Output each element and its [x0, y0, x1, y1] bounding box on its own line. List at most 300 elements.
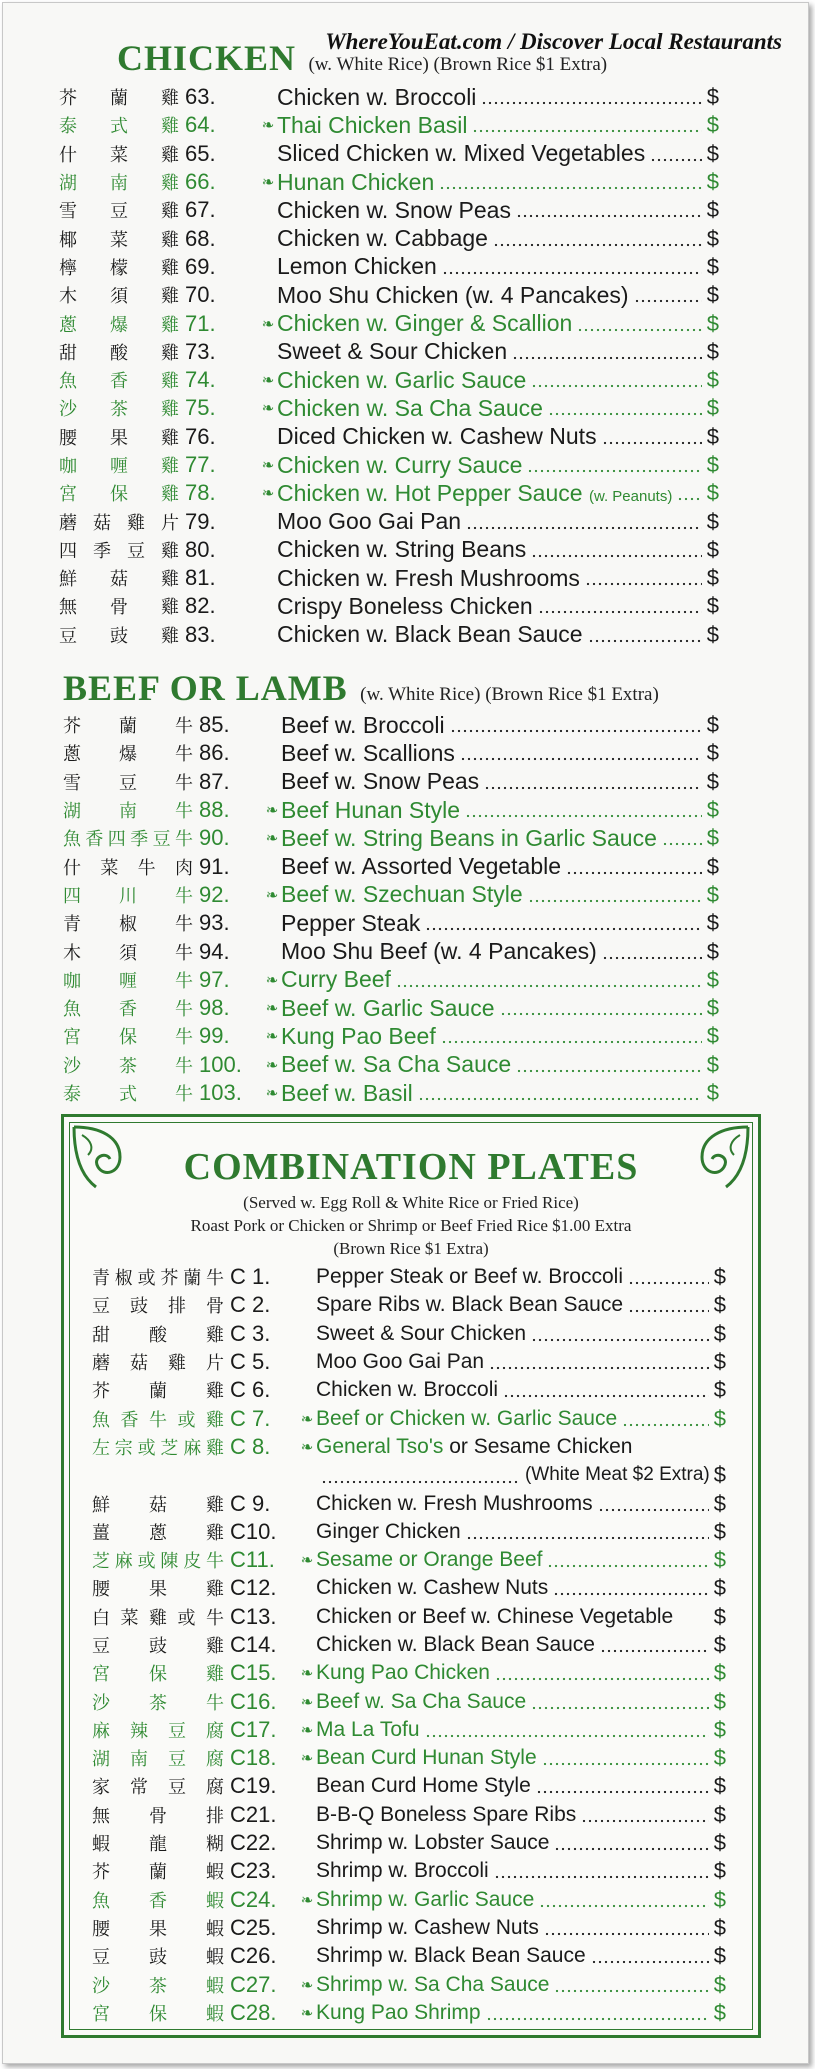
- dot-leader: [465, 814, 702, 818]
- item-number: C 6.: [230, 1377, 271, 1403]
- item-name: [277, 565, 580, 592]
- item-name: [281, 1051, 511, 1078]
- item-number: 71.: [185, 310, 216, 336]
- menu-item-row[interactable]: [63, 881, 719, 909]
- menu-item-row[interactable]: [92, 1631, 726, 1659]
- dot-leader: [481, 101, 701, 105]
- item-name-text: Moo Goo Gai Pan: [277, 508, 462, 535]
- menu-item-row[interactable]: [92, 1263, 726, 1291]
- dot-leader: [566, 871, 702, 875]
- item-name: [316, 1407, 617, 1431]
- item-price: $: [706, 423, 719, 449]
- dot-leader: [531, 1338, 709, 1342]
- item-name-text: Kung Pao Chicken: [316, 1661, 490, 1685]
- chinese-name: 沙茶蝦: [92, 1975, 224, 1997]
- item-name: [316, 1435, 632, 1459]
- menu-item-row[interactable]: [63, 1051, 719, 1079]
- menu-item-row[interactable]: [59, 253, 719, 281]
- menu-item-row[interactable]: [92, 1404, 726, 1432]
- dot-leader: [677, 497, 701, 501]
- dot-leader: [516, 1069, 702, 1073]
- chinese-name: 宮保蝦: [92, 2003, 224, 2025]
- hot-pepper-icon: ❧: [265, 971, 279, 989]
- dot-leader: [536, 1790, 709, 1794]
- menu-item-row[interactable]: [92, 1857, 726, 1885]
- menu-item-row[interactable]: [92, 1546, 726, 1574]
- item-name-text: Beef w. Assorted Vegetable: [281, 853, 562, 880]
- item-name: [277, 310, 572, 337]
- item-number: 97.: [199, 966, 230, 992]
- hot-pepper-icon: ❧: [265, 886, 279, 904]
- item-name: [281, 966, 391, 993]
- item-price: $: [713, 1349, 726, 1375]
- menu-item-row[interactable]: [59, 281, 719, 309]
- item-number: C 7.: [230, 1405, 271, 1431]
- menu-item-row[interactable]: [92, 1489, 726, 1517]
- item-number: C22.: [230, 1830, 277, 1856]
- item-price: $: [706, 1080, 719, 1105]
- item-price: $: [706, 452, 719, 477]
- menu-item-row[interactable]: [92, 1518, 726, 1546]
- dot-leader: [466, 1536, 709, 1540]
- menu-item-row[interactable]: [59, 83, 719, 111]
- item-number: 93.: [199, 910, 230, 936]
- menu-item-row[interactable]: [59, 423, 719, 451]
- chinese-name: 湖南牛: [63, 801, 193, 823]
- item-price: $: [713, 1292, 726, 1318]
- menu-item-row[interactable]: [59, 564, 719, 592]
- dot-leader: [418, 1097, 702, 1101]
- menu-item-row[interactable]: [63, 937, 719, 965]
- item-number: C13.: [230, 1603, 277, 1629]
- item-name-suffix: or Sesame Chicken: [443, 1434, 633, 1458]
- hot-pepper-icon: ❧: [300, 1665, 314, 1683]
- item-name: [316, 1803, 576, 1827]
- item-name: [277, 84, 476, 111]
- hot-pepper-icon: ❧: [265, 802, 279, 820]
- dot-leader: [538, 610, 702, 614]
- item-name-text: Crispy Boneless Chicken: [277, 592, 533, 619]
- chinese-name: 咖喱牛: [63, 970, 193, 992]
- item-name-text: Kung Pao Shrimp: [316, 2000, 481, 2024]
- item-price: $: [713, 1716, 726, 1742]
- chinese-name: 蘑菇雞片: [92, 1353, 224, 1375]
- chinese-name: 湖南雞: [59, 173, 179, 195]
- item-number: 66.: [185, 169, 216, 195]
- item-name: [281, 740, 455, 767]
- item-price: $: [706, 995, 719, 1021]
- menu-item-row[interactable]: [92, 1659, 726, 1687]
- item-number: 100.: [199, 1051, 242, 1077]
- item-name: [281, 910, 420, 937]
- item-number: 94.: [199, 938, 230, 964]
- item-price: $: [706, 253, 719, 279]
- item-name: [281, 797, 460, 824]
- item-name-text: Lemon Chicken: [277, 253, 437, 280]
- item-number: 87.: [199, 768, 230, 794]
- item-name-text: Curry Beef: [281, 966, 391, 993]
- item-price: $: [706, 225, 719, 251]
- hot-pepper-icon: ❧: [300, 2004, 314, 2022]
- menu-item-row[interactable]: [63, 1079, 719, 1107]
- item-number: C27.: [230, 1971, 277, 1997]
- menu-item-row[interactable]: [59, 366, 719, 394]
- item-name-text: Sweet & Sour Chicken: [277, 338, 508, 365]
- item-name: [277, 452, 522, 479]
- item-name: [316, 1973, 549, 1997]
- item-price: $: [706, 797, 719, 823]
- item-name-text: Chicken w. Broccoli: [277, 83, 477, 110]
- item-name-text: Chicken w. Ginger & Scallion: [277, 310, 573, 337]
- item-price: $: [706, 740, 719, 766]
- chinese-name: 湖南豆腐: [92, 1749, 224, 1771]
- chicken-section-title: CHICKEN: [117, 38, 297, 78]
- chinese-name: 魚香四季豆牛: [63, 829, 193, 851]
- chinese-name: 沙茶牛: [63, 1055, 193, 1077]
- hot-pepper-icon: ❧: [300, 1438, 314, 1456]
- item-number: C14.: [230, 1632, 277, 1657]
- item-name-text: Pepper Steak or Beef w. Broccoli: [316, 1265, 623, 1289]
- item-number: C 1.: [230, 1264, 271, 1290]
- menu-item-row[interactable]: [92, 1716, 726, 1744]
- item-name: [316, 1293, 623, 1317]
- hot-pepper-icon: ❧: [261, 457, 275, 474]
- chinese-name: 四川牛: [63, 885, 193, 907]
- menu-item-row[interactable]: [92, 1801, 726, 1829]
- item-name: [277, 423, 597, 450]
- item-name: [316, 1746, 537, 1770]
- item-name-text: Beef w. Szechuan Style: [281, 881, 523, 908]
- combination-plates-box: [61, 1114, 761, 2038]
- dot-leader: [548, 412, 702, 416]
- item-price: $: [713, 1377, 726, 1403]
- chinese-name: 甜酸雞: [59, 342, 179, 364]
- beef-section-note: (w. White Rice) (Brown Rice $1 Extra): [360, 684, 659, 705]
- item-price: $: [713, 1688, 726, 1714]
- menu-item-row[interactable]: [63, 796, 719, 824]
- item-name-text: Chicken w. Black Bean Sauce: [277, 621, 583, 648]
- item-price: $: [706, 480, 719, 506]
- item-name-text: Chicken w. Fresh Mushrooms: [277, 564, 580, 591]
- dot-leader: [516, 214, 702, 218]
- menu-item-row[interactable]: [59, 224, 719, 252]
- dot-leader: [396, 984, 702, 988]
- combo-section-title: COMBINATION PLATES: [183, 1146, 639, 1188]
- item-name: [316, 1661, 490, 1685]
- item-name-text: Beef w. Broccoli: [281, 711, 445, 738]
- item-name-text: Kung Pao Beef: [281, 1022, 436, 1049]
- hot-pepper-icon: ❧: [261, 117, 275, 135]
- item-price: $: [713, 1999, 726, 2025]
- hot-pepper-icon: ❧: [261, 315, 275, 333]
- menu-item-row[interactable]: [92, 1829, 726, 1857]
- chinese-name: 左宗或芝麻雞: [92, 1437, 224, 1459]
- item-name: [316, 1774, 531, 1798]
- menu-item-row[interactable]: [63, 824, 719, 852]
- menu-item-row[interactable]: [92, 1886, 726, 1914]
- menu-item-row[interactable]: [59, 394, 719, 422]
- item-name: [316, 1378, 498, 1402]
- chinese-name: 芥蘭雞: [92, 1381, 224, 1403]
- item-name: [277, 593, 533, 620]
- menu-item-row[interactable]: [63, 768, 719, 796]
- chinese-name: 甜酸雞: [92, 1324, 224, 1346]
- menu-item-row[interactable]: [63, 909, 719, 937]
- hot-pepper-icon: ❧: [265, 1028, 279, 1046]
- item-price: $: [706, 140, 719, 166]
- item-name: [277, 338, 507, 365]
- item-name: [277, 508, 461, 535]
- item-name-text: Shrimp w. Black Bean Sauce: [316, 1944, 586, 1968]
- item-price: $: [713, 1462, 726, 1488]
- item-number: 70.: [185, 282, 216, 308]
- dot-leader: [581, 1819, 708, 1823]
- dot-leader: [542, 1762, 709, 1766]
- dot-leader: [662, 842, 702, 846]
- item-price: $: [706, 395, 719, 421]
- item-name-text: Chicken w. String Beans: [277, 536, 527, 563]
- item-number: 65.: [185, 140, 216, 166]
- chinese-name: 雪豆牛: [63, 772, 193, 794]
- dot-leader: [650, 158, 702, 162]
- dot-leader: [531, 554, 701, 558]
- menu-item-row[interactable]: [59, 592, 719, 620]
- item-number: C 8.: [230, 1433, 271, 1459]
- item-name: [277, 282, 629, 309]
- combo-note-served: (Served w. Egg Roll & White Rice or Fried Rice): [243, 1193, 579, 1212]
- chinese-name: 白菜雞或牛: [92, 1607, 224, 1629]
- menu-item-row[interactable]: [59, 338, 719, 366]
- item-name: [316, 1690, 526, 1714]
- chinese-name: 芝麻或陳皮牛: [92, 1551, 224, 1573]
- item-number: 99.: [199, 1023, 230, 1049]
- chinese-name: 魚香雞: [59, 371, 179, 393]
- item-number: C 2.: [230, 1292, 271, 1318]
- item-name-text: Chicken w. Cashew Nuts: [316, 1576, 549, 1600]
- chinese-name: 木須牛: [63, 942, 193, 964]
- item-price: $: [713, 1971, 726, 1997]
- item-name: [316, 1605, 673, 1629]
- item-number: C26.: [230, 1943, 277, 1969]
- item-number: C16.: [230, 1688, 277, 1714]
- chinese-name: 泰式雞: [59, 116, 179, 138]
- item-name-text: Chicken w. Cabbage: [277, 225, 488, 252]
- item-price: $: [706, 593, 719, 619]
- item-price: $: [706, 169, 719, 195]
- chinese-name: 鮮菇雞: [92, 1494, 224, 1516]
- chinese-name: 薑蔥雞: [92, 1522, 224, 1544]
- menu-item-row[interactable]: [63, 711, 719, 739]
- menu-item-row[interactable]: [59, 309, 719, 337]
- item-name: [277, 225, 488, 252]
- item-price: $: [706, 112, 719, 138]
- dot-leader: [321, 1480, 520, 1484]
- hot-pepper-icon: ❧: [300, 1976, 314, 1994]
- hot-pepper-icon: ❧: [261, 372, 275, 390]
- item-name: [277, 395, 543, 422]
- item-name-text: Beef w. Snow Peas: [281, 768, 480, 795]
- item-name-text: Chicken w. Black Bean Sauce: [316, 1633, 595, 1656]
- item-name-text: Shrimp w. Garlic Sauce: [316, 1887, 535, 1911]
- hot-pepper-icon: ❧: [261, 174, 275, 192]
- item-name-text: Chicken w. Sa Cha Sauce: [277, 394, 543, 421]
- menu-item-row[interactable]: [92, 1603, 726, 1631]
- item-number: 74.: [185, 367, 216, 393]
- dot-leader: [544, 1932, 709, 1936]
- item-name-text: Beef w. Sa Cha Sauce: [316, 1689, 527, 1713]
- menu-item-row[interactable]: [92, 1744, 726, 1772]
- item-number: C11.: [230, 1547, 275, 1573]
- chinese-name: 雪豆雞: [59, 201, 179, 223]
- item-number: 82.: [185, 593, 216, 619]
- dot-leader: [602, 956, 702, 960]
- item-price: $: [706, 621, 719, 647]
- menu-item-row[interactable]: [92, 1970, 726, 1998]
- chinese-name: 麻辣豆腐: [92, 1720, 224, 1742]
- item-name-text: Beef w. Scallions: [281, 739, 455, 766]
- chinese-name: 芥蘭蝦: [92, 1862, 224, 1884]
- chinese-name: 腰果雞: [59, 427, 179, 449]
- dot-leader: [528, 899, 702, 903]
- item-number: C 5.: [230, 1349, 271, 1375]
- item-name: [316, 1916, 539, 1940]
- menu-item-row[interactable]: [92, 1687, 726, 1715]
- chinese-name: 家常豆腐: [92, 1777, 224, 1799]
- menu-item-row[interactable]: [59, 621, 719, 649]
- item-number: 67.: [185, 197, 216, 223]
- menu-item-row[interactable]: [92, 1942, 726, 1970]
- item-price: $: [713, 1830, 726, 1856]
- menu-item-row[interactable]: [63, 966, 719, 994]
- menu-item-row[interactable]: [92, 1574, 726, 1602]
- item-name: [316, 1265, 623, 1289]
- menu-item-row[interactable]: [59, 140, 719, 168]
- hot-pepper-icon: ❧: [265, 1056, 279, 1074]
- item-name-text: Diced Chicken w. Cashew Nuts: [277, 423, 597, 450]
- dot-leader: [547, 1564, 708, 1568]
- item-price: $: [706, 508, 719, 534]
- item-number: C17.: [230, 1716, 277, 1742]
- item-name-text: General Tso's: [316, 1434, 444, 1458]
- item-number: 78.: [185, 480, 216, 506]
- item-name-text: Chicken w. Garlic Sauce: [277, 366, 527, 393]
- item-name-text: Spare Ribs w. Black Bean Sauce: [316, 1293, 624, 1317]
- dot-leader: [628, 1281, 709, 1285]
- item-name-text: Sliced Chicken w. Mixed Vegetables: [277, 140, 646, 167]
- item-price: $: [713, 1547, 726, 1573]
- hot-pepper-icon: ❧: [300, 1891, 314, 1909]
- item-price: $: [706, 768, 719, 794]
- item-number: 91.: [199, 853, 230, 879]
- dot-leader: [588, 639, 702, 643]
- item-name: [316, 1831, 549, 1855]
- menu-item-row[interactable]: [59, 479, 719, 507]
- chinese-name: 豆豉排骨: [92, 1296, 224, 1318]
- item-name: [281, 1080, 413, 1107]
- menu-item-row[interactable]: [59, 451, 719, 479]
- item-price: $: [706, 1023, 719, 1049]
- item-price: $: [713, 1943, 726, 1969]
- item-number: 75.: [185, 395, 216, 421]
- chinese-name: 椰菜雞: [59, 229, 179, 251]
- menu-item-row[interactable]: [63, 994, 719, 1022]
- menu-item-row[interactable]: [92, 1914, 726, 1942]
- item-name: [316, 1322, 526, 1346]
- dot-leader: [466, 526, 702, 530]
- menu-item-row[interactable]: [92, 1433, 726, 1461]
- hot-pepper-icon: ❧: [265, 1000, 279, 1018]
- item-price: $: [706, 282, 719, 308]
- menu-item-row[interactable]: [92, 1320, 726, 1348]
- dot-leader: [442, 271, 702, 275]
- beef-menu-list: [63, 711, 719, 1107]
- chinese-name: 豆豉蝦: [92, 1947, 224, 1969]
- item-name: [277, 169, 434, 196]
- menu-item-row[interactable]: [59, 111, 719, 139]
- item-number: C12.: [230, 1575, 277, 1601]
- item-name-text: Sesame or Orange Beef: [316, 1548, 543, 1572]
- white-meat-extra-note: (White Meat $2 Extra): [524, 1464, 710, 1486]
- dot-leader: [489, 1366, 709, 1370]
- chinese-name: 檸檬雞: [59, 257, 179, 279]
- item-number: C 9.: [230, 1490, 271, 1516]
- item-number: 103.: [199, 1080, 242, 1105]
- menu-item-row[interactable]: [92, 1772, 726, 1800]
- menu-item-row[interactable]: [92, 1999, 726, 2027]
- dot-leader: [439, 186, 701, 190]
- dot-leader: [554, 1847, 708, 1851]
- item-name: [281, 995, 495, 1022]
- menu-item-row[interactable]: [92, 1291, 726, 1319]
- dot-leader: [554, 1989, 708, 1993]
- menu-item-row[interactable]: [59, 507, 719, 535]
- item-price: $: [713, 1405, 726, 1431]
- item-name-text: Moo Shu Beef (w. 4 Pancakes): [281, 938, 597, 965]
- item-number: 73.: [185, 338, 216, 364]
- item-number: 86.: [199, 740, 230, 766]
- item-name-text: Chicken w. Broccoli: [316, 1378, 499, 1402]
- hot-pepper-icon: ❧: [261, 400, 275, 418]
- chinese-name: 宮保雞: [59, 484, 179, 506]
- menu-item-row[interactable]: [63, 852, 719, 880]
- chinese-name: 豆豉雞: [59, 625, 179, 647]
- menu-item-row[interactable]: [59, 168, 719, 196]
- menu-item-row[interactable]: [63, 1022, 719, 1050]
- hot-pepper-icon: ❧: [300, 1750, 314, 1768]
- menu-item-row[interactable]: [59, 536, 719, 564]
- dot-leader: [450, 729, 702, 733]
- item-name-text: Chicken w. Fresh Mushrooms: [316, 1491, 593, 1515]
- item-price: $: [713, 1632, 726, 1657]
- item-number: C24.: [230, 1886, 277, 1912]
- item-price: $: [713, 1858, 726, 1884]
- item-number: 92.: [199, 881, 230, 907]
- menu-item-row[interactable]: [59, 196, 719, 224]
- menu-item-row[interactable]: [63, 739, 719, 767]
- menu-item-row[interactable]: [92, 1376, 726, 1404]
- hot-pepper-icon: ❧: [300, 1552, 314, 1570]
- dot-leader: [539, 1904, 709, 1908]
- item-name-text: Beef w. Basil: [281, 1079, 413, 1106]
- dot-leader: [553, 1592, 708, 1596]
- menu-item-row[interactable]: [92, 1348, 726, 1376]
- chinese-name: 蔥爆牛: [63, 744, 193, 766]
- item-name: [316, 1888, 534, 1912]
- item-name-text: Ma La Tofu: [316, 1717, 420, 1741]
- hot-pepper-icon: ❧: [265, 1085, 279, 1102]
- item-name-text: Hunan Chicken: [277, 168, 435, 195]
- chinese-name: 魚香牛或雞: [92, 1409, 224, 1431]
